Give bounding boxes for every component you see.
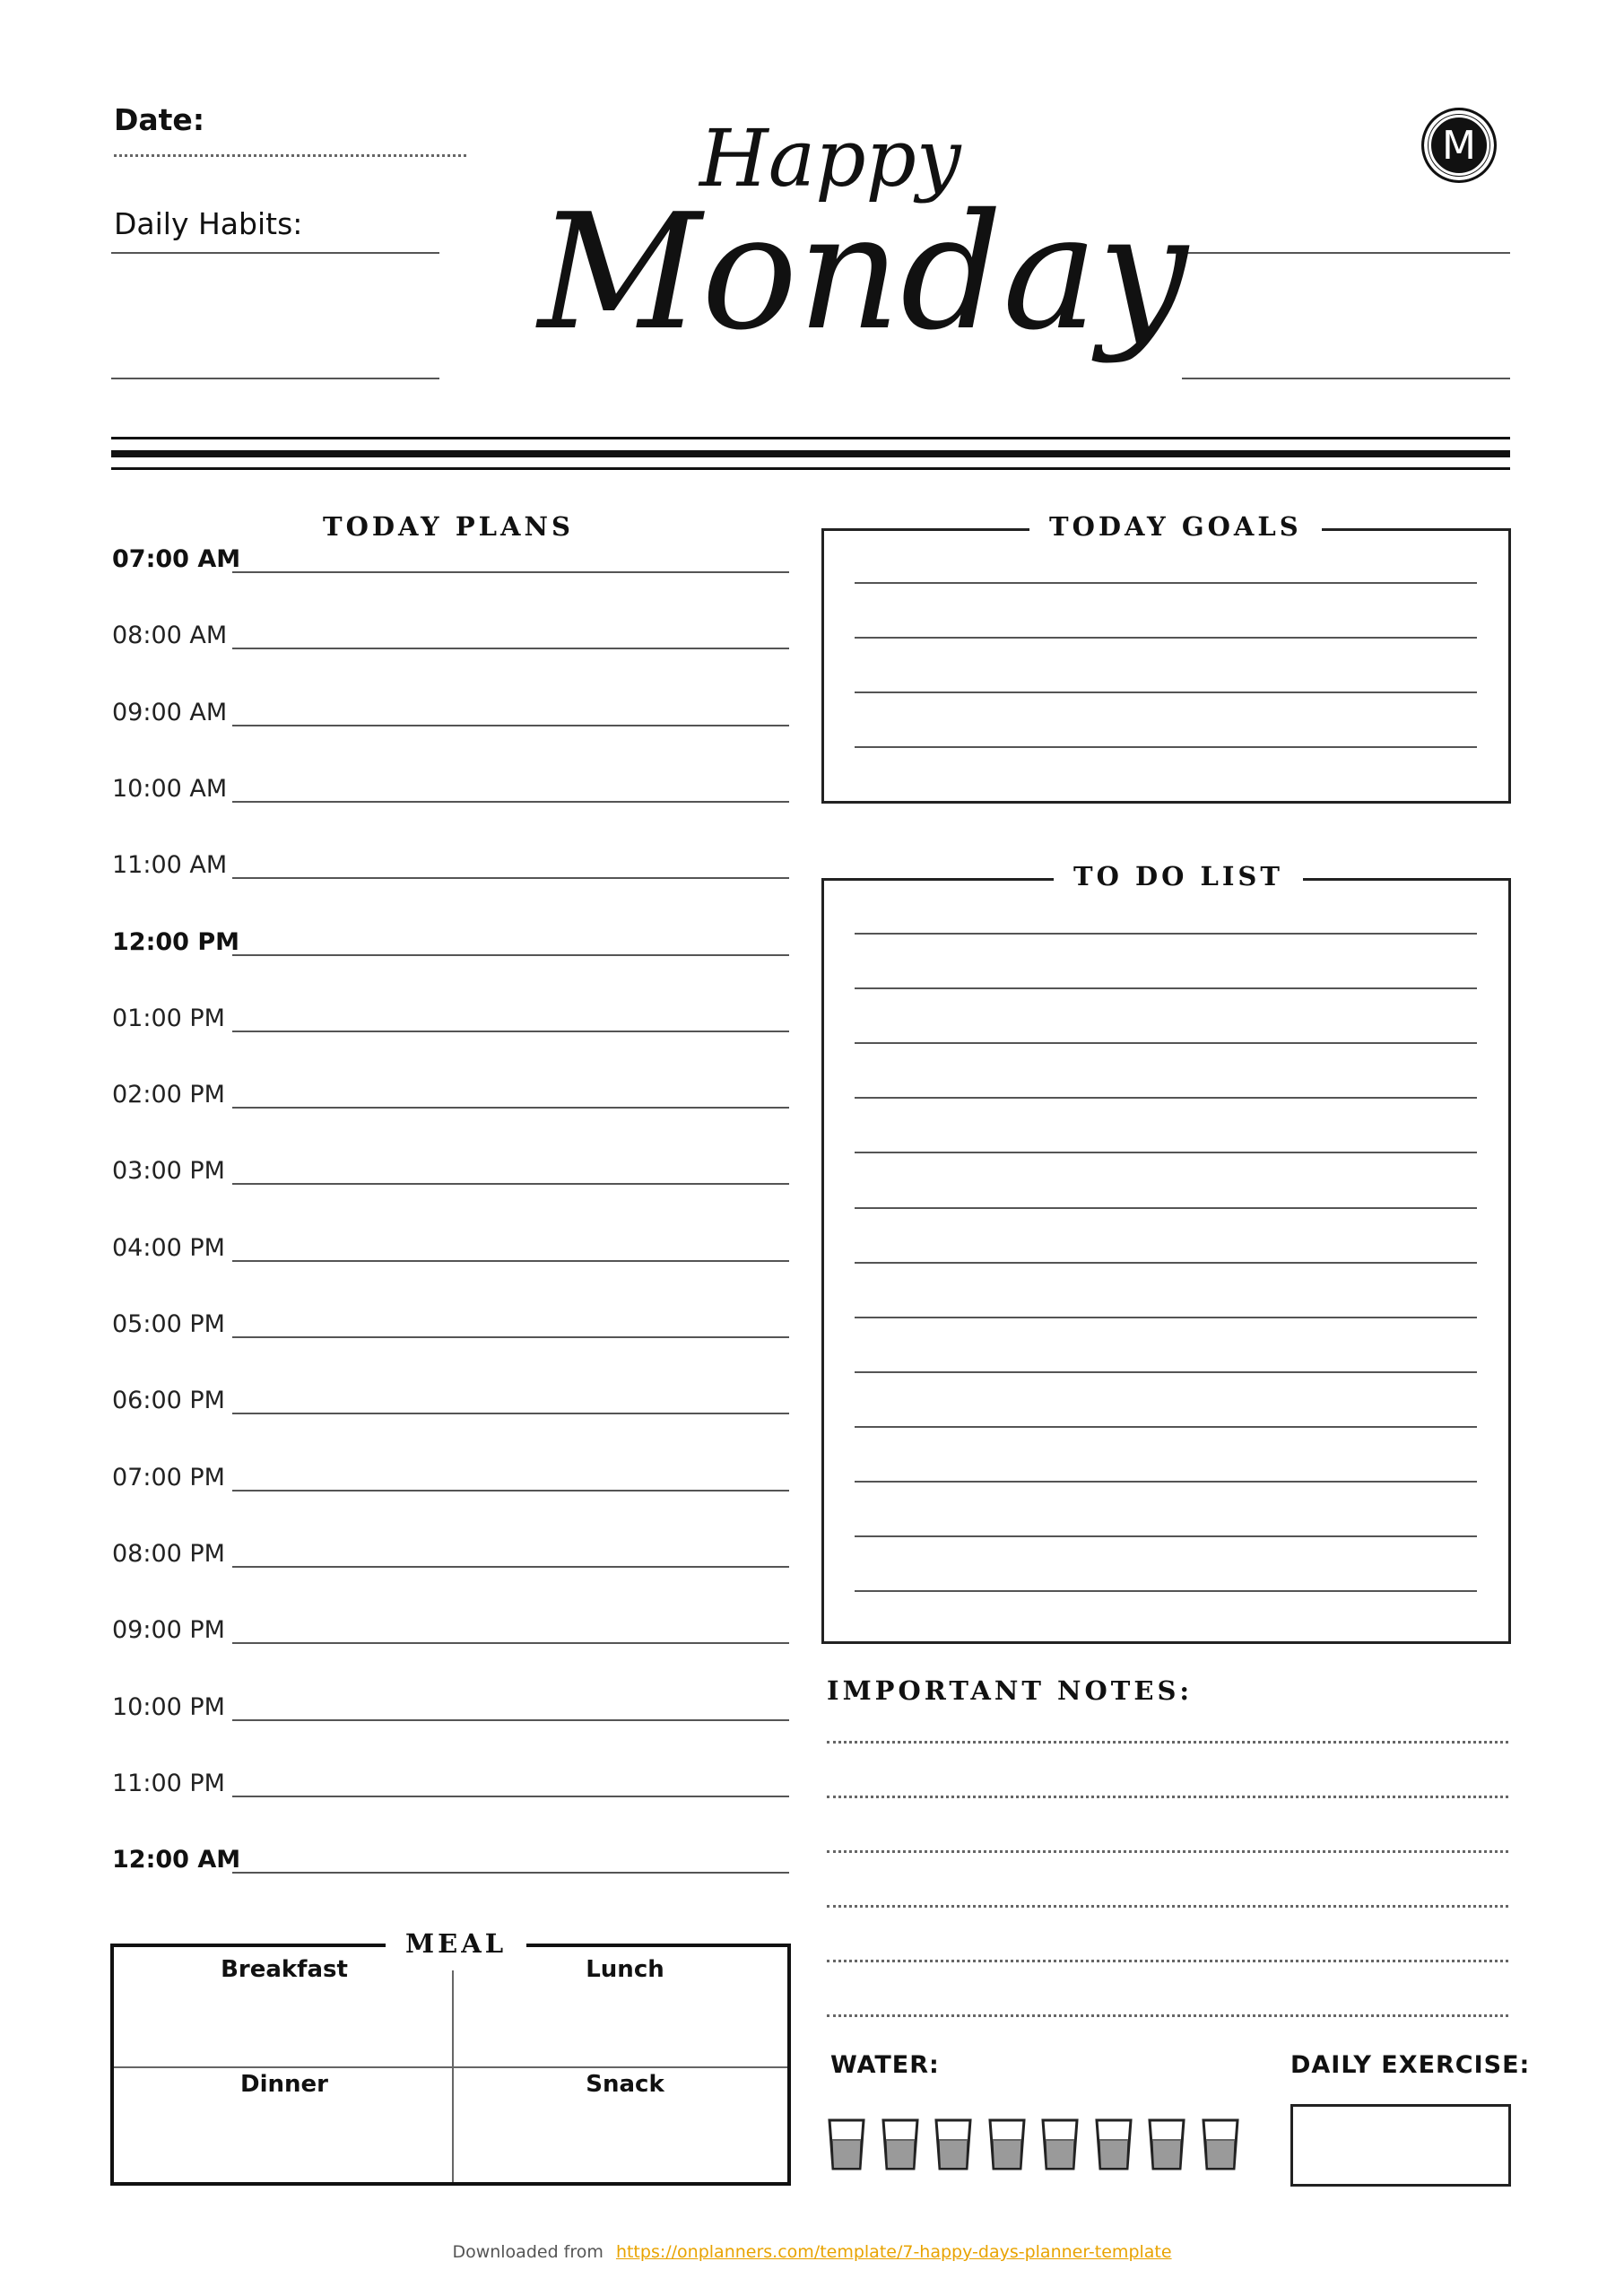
plan-entry-line[interactable] bbox=[232, 1642, 789, 1644]
time-label: 11:00 PM bbox=[112, 1769, 225, 1797]
todo-line[interactable] bbox=[855, 1207, 1477, 1209]
meal-lunch-label: Lunch bbox=[586, 1956, 664, 1983]
time-label: 07:00 AM bbox=[112, 545, 241, 573]
note-line[interactable] bbox=[827, 1796, 1508, 1798]
today-goals-box bbox=[821, 528, 1511, 804]
meal-dinner-label: Dinner bbox=[240, 2071, 328, 2098]
todo-line[interactable] bbox=[855, 1371, 1477, 1373]
todo-title: TO DO LIST bbox=[1054, 861, 1303, 891]
title-monday: Monday bbox=[538, 179, 1188, 365]
time-label: 04:00 PM bbox=[112, 1233, 225, 1262]
water-glass-icon[interactable] bbox=[1040, 2117, 1080, 2170]
note-line[interactable] bbox=[827, 1850, 1508, 1853]
water-glass-icon[interactable] bbox=[827, 2117, 866, 2170]
daily-exercise-label: DAILY EXERCISE: bbox=[1290, 2051, 1531, 2079]
header-divider-bottom bbox=[111, 467, 1510, 470]
plan-entry-line[interactable] bbox=[232, 877, 789, 879]
habit-line-1[interactable] bbox=[111, 252, 439, 254]
date-field[interactable] bbox=[114, 154, 466, 157]
water-glass-icon[interactable] bbox=[1201, 2117, 1240, 2170]
water-glass-icon[interactable] bbox=[934, 2117, 973, 2170]
plan-entry-line[interactable] bbox=[232, 648, 789, 649]
meal-title: MEAL bbox=[386, 1928, 526, 1959]
plan-entry-line[interactable] bbox=[232, 1183, 789, 1185]
plan-entry-line[interactable] bbox=[232, 954, 789, 956]
todo-line[interactable] bbox=[855, 1317, 1477, 1318]
time-label: 12:00 AM bbox=[112, 1846, 241, 1874]
time-label: 10:00 AM bbox=[112, 774, 228, 803]
header-divider-top bbox=[111, 437, 1510, 439]
meal-snack-label: Snack bbox=[586, 2071, 664, 2098]
note-line[interactable] bbox=[827, 1960, 1508, 1962]
time-label: 02:00 PM bbox=[112, 1081, 225, 1109]
title-happy: Happy bbox=[699, 112, 961, 204]
water-glass-icon[interactable] bbox=[881, 2117, 920, 2170]
footer-link[interactable]: https://onplanners.com/template/7-happy-days-planner-template bbox=[615, 2242, 1172, 2262]
todo-line[interactable] bbox=[855, 1097, 1477, 1099]
todo-line[interactable] bbox=[855, 1590, 1477, 1592]
todo-line[interactable] bbox=[855, 1262, 1477, 1264]
water-glass-icon[interactable] bbox=[1094, 2117, 1133, 2170]
plan-entry-line[interactable] bbox=[232, 1413, 789, 1414]
todo-line[interactable] bbox=[855, 933, 1477, 935]
logo-badge bbox=[1421, 108, 1497, 183]
note-line[interactable] bbox=[827, 1741, 1508, 1744]
time-label: 12:00 PM bbox=[112, 927, 240, 956]
daily-exercise-field[interactable] bbox=[1290, 2104, 1511, 2187]
meal-divider-vertical bbox=[452, 1970, 454, 2182]
time-label: 09:00 PM bbox=[112, 1616, 225, 1645]
important-notes-title: IMPORTANT NOTES: bbox=[827, 1675, 1194, 1706]
time-label: 06:00 PM bbox=[112, 1387, 225, 1415]
goal-line[interactable] bbox=[855, 637, 1477, 639]
todo-line[interactable] bbox=[855, 987, 1477, 989]
todo-line[interactable] bbox=[855, 1152, 1477, 1153]
todo-line[interactable] bbox=[855, 1426, 1477, 1428]
meal-divider-horizontal bbox=[114, 2066, 787, 2068]
header-divider-thick bbox=[111, 450, 1510, 457]
todo-line[interactable] bbox=[855, 1042, 1477, 1044]
footer-prefix: Downloaded from bbox=[452, 2242, 604, 2262]
meal-box bbox=[110, 1944, 791, 2186]
today-plans-title: TODAY PLANS bbox=[323, 511, 574, 542]
time-label: 11:00 AM bbox=[112, 851, 228, 880]
todo-line[interactable] bbox=[855, 1481, 1477, 1483]
note-line[interactable] bbox=[827, 2014, 1508, 2017]
water-glass-icon[interactable] bbox=[987, 2117, 1027, 2170]
plan-entry-line[interactable] bbox=[232, 1107, 789, 1109]
plan-entry-line[interactable] bbox=[232, 1566, 789, 1568]
date-label: Date: bbox=[114, 102, 205, 137]
meal-breakfast-label: Breakfast bbox=[221, 1956, 348, 1983]
time-label: 08:00 AM bbox=[112, 622, 228, 650]
goal-line[interactable] bbox=[855, 746, 1477, 748]
note-line[interactable] bbox=[827, 1905, 1508, 1908]
water-label: WATER: bbox=[830, 2051, 940, 2079]
time-label: 10:00 PM bbox=[112, 1692, 225, 1721]
goal-line[interactable] bbox=[855, 691, 1477, 693]
plan-entry-line[interactable] bbox=[232, 801, 789, 803]
todo-line[interactable] bbox=[855, 1535, 1477, 1537]
plan-entry-line[interactable] bbox=[232, 1031, 789, 1032]
goal-line[interactable] bbox=[855, 582, 1477, 584]
logo-letter: M bbox=[1429, 115, 1489, 176]
water-glass-icon[interactable] bbox=[1147, 2117, 1186, 2170]
time-label: 05:00 PM bbox=[112, 1310, 225, 1338]
today-goals-title: TODAY GOALS bbox=[1029, 511, 1322, 542]
plan-entry-line[interactable] bbox=[232, 1796, 789, 1797]
time-label: 09:00 AM bbox=[112, 698, 228, 726]
habit-line-4[interactable] bbox=[1182, 378, 1510, 379]
plan-entry-line[interactable] bbox=[232, 725, 789, 726]
time-label: 07:00 PM bbox=[112, 1463, 225, 1492]
plan-entry-line[interactable] bbox=[232, 1719, 789, 1721]
time-label: 01:00 PM bbox=[112, 1004, 225, 1032]
habit-line-3[interactable] bbox=[1182, 252, 1510, 254]
daily-habits-label: Daily Habits: bbox=[114, 206, 303, 241]
plan-entry-line[interactable] bbox=[232, 1260, 789, 1262]
time-label: 08:00 PM bbox=[112, 1539, 225, 1568]
plan-entry-line[interactable] bbox=[232, 1490, 789, 1492]
habit-line-2[interactable] bbox=[111, 378, 439, 379]
plan-entry-line[interactable] bbox=[232, 571, 789, 573]
plan-entry-line[interactable] bbox=[232, 1336, 789, 1338]
footer bbox=[0, 2242, 1624, 2262]
plan-entry-line[interactable] bbox=[232, 1872, 789, 1874]
time-label: 03:00 PM bbox=[112, 1157, 225, 1186]
